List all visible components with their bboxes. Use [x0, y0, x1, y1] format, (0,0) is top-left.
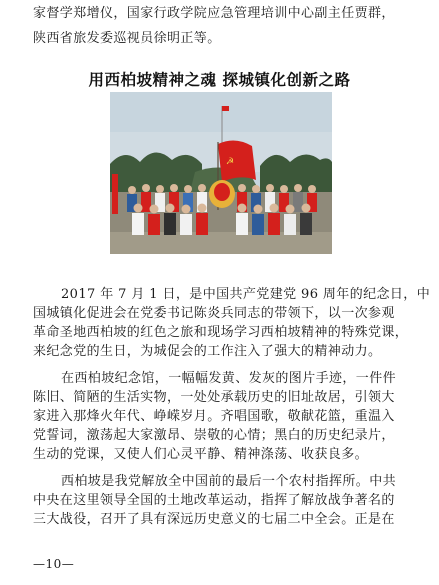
text-line: 生动的党课，又使人们心灵平静、精神涤荡、收获良多。: [33, 447, 369, 462]
text-line: 国城镇化促进会在党委书记陈炎兵同志的带领下，以一次参观: [33, 306, 395, 321]
text-line: 陕西省旅发委巡视员徐明正等。: [33, 31, 221, 46]
svg-text:☭: ☭: [226, 157, 235, 167]
text-line: 西柏坡是我党解放全中国前的最后一个农村指挥所。中共: [61, 474, 397, 489]
text-line: 三大战役，召开了具有深远历史意义的七届二中全会。正是在: [33, 512, 395, 527]
text-line: 来纪念党的生日，为城促会的工作注入了强大的精神动力。: [33, 344, 382, 359]
text-line: 在西柏坡纪念馆，一幅幅发黄、发灰的图片手迹，一件件: [61, 371, 397, 386]
page-number: —10—: [33, 557, 75, 571]
group-photo: [110, 92, 332, 254]
text-line: 党誓词，激荡起大家激昂、崇敬的心情；黑白的历史纪录片，: [33, 428, 395, 443]
article-heading: 用西柏坡精神之魂 探城镇化创新之路: [88, 71, 351, 89]
text-line: 家督学郑增仪，国家行政学院应急管理培训中心副主任贾群，: [33, 6, 395, 21]
text-line: 革命圣地西柏坡的红色之旅和现场学习西柏坡精神的特殊党课，: [33, 325, 409, 340]
text-line: 陈旧、简陋的生活实物，一处处承载历史的旧址故居，引领大: [33, 390, 395, 405]
group-photo-illustration: [110, 92, 332, 254]
text-line: 2017 年 7 月 1 日，是中国共产党建党 96 周年的纪念日，中: [61, 287, 431, 302]
text-line: 家进入那烽火年代、峥嵘岁月。齐唱国歌，敬献花篮，重温入: [33, 409, 395, 424]
text-line: 中央在这里领导全国的土地改革运动，指挥了解放战争著名的: [33, 493, 395, 508]
